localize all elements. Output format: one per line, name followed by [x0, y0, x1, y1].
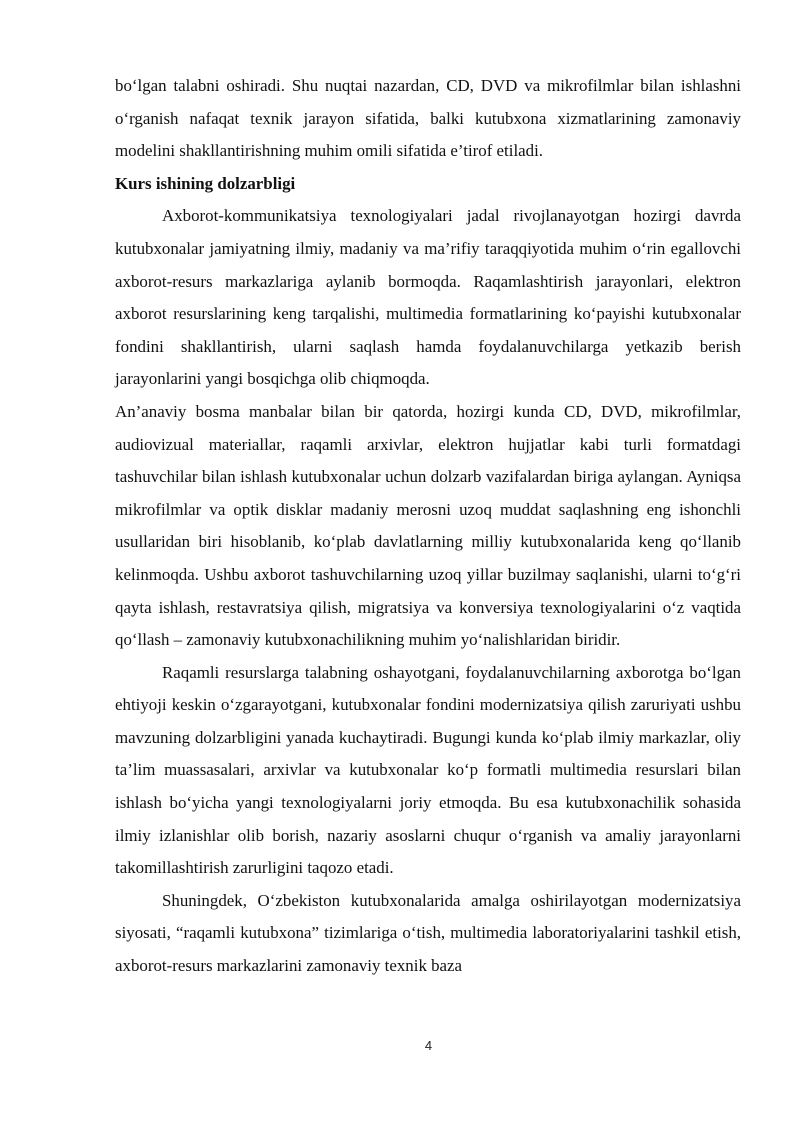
paragraph-4: Shuningdek, O‘zbekiston kutubxonalarida amalga oshirilayotgan modernizatsiya siyosati, “raqamli kutubxona” tizimlariga o‘tish, multimedia laboratoriyalarini tashkil etish, axborot-resurs markazlarini zamonaviy texnik baza — [115, 890, 741, 976]
paragraph-2: An’anaviy bosma manbalar bilan bir qatorda, hozirgi kunda CD, DVD, mikrofilmlar, audiovizual materiallar, raqamli arxivlar, elektron hujjatlar kabi turli formatdagi tashuvchilar bilan ishlash kutubxonalar uchun dolzarb vazifalardan biriga aylangan. Ayniqsa mikrofilmlar va optik disklar madaniy merosni uzoq muddat saqlashning eng ishonchli usullaridan biri hisoblanib, ko‘plab davlatlarning milliy kutubxonalarida keng qo‘llanib kelinmoqda. Ushbu axborot tashuvchilarning uzoq yillar buzilmay saqlanishi, ularni to‘g‘ri qayta ishlash, restavratsiya qilish, migratsiya va konversiya texnologiyalarini o‘z vaqtida qo‘llash – zamonaviy kutubxonachilikning muhim yo‘nalishlaridan biridir. — [115, 401, 741, 650]
paragraph-3: Raqamli resurslarga talabning oshayotgani, foydalanuvchilarning axborotga bo‘lgan ehtiyoji keskin o‘zgarayotgani, kutubxonalar fondini modernizatsiya qilish zaruriyati ushbu mavzuning dolzarbligini yanada kuchaytiradi. Bugungi kunda ko‘plab ilmiy markazlar, oliy ta’lim muassasalari, arxivlar va kutubxonalar ko‘p formatli multimedia resurslari bilan ishlash bo‘yicha yangi texnologiyalarni joriy etmoqda. Bu esa kutubxonachilik sohasida ilmiy izlanishlar olib borish, nazariy asoslarni chuqur o‘rganish va amaliy jarayonlarni takomillashtirish zarurligini taqozo etadi. — [115, 662, 741, 878]
section-heading: Kurs ishining dolzarbligi — [115, 173, 296, 193]
page-body — [115, 70, 741, 983]
paragraph-continuation: bo‘lgan talabni oshiradi. Shu nuqtai nazardan, CD, DVD va mikrofilmlar bilan ishlashni o‘rganish nafaqat texnik jarayon sifatida, balki kutubxona xizmatlarining zamonaviy modelini shakllantirishning muhim omili sifatida e’tirof etiladi. — [115, 76, 741, 161]
paragraph-1: Axborot-kommunikatsiya texnologiyalari jadal rivojlanayotgan hozirgi davrda kutubxonalar jamiyatning ilmiy, madaniy va ma’rifiy taraqqiyotida muhim o‘rin egallovchi axborot-resurs markazlariga aylanib bormoqda. Raqamlashtirish jarayonlari, elektron axborot resurslarining keng tarqalishi, multimedia formatlarining ko‘payishi kutubxonalar fondini shakllantirish, ularni saqlash hamda foydalanuvchilarga yetkazib berish jarayonlarini yangi bosqichga olib chiqmoqda. — [115, 206, 741, 389]
page-number: 4 — [424, 1038, 433, 1053]
